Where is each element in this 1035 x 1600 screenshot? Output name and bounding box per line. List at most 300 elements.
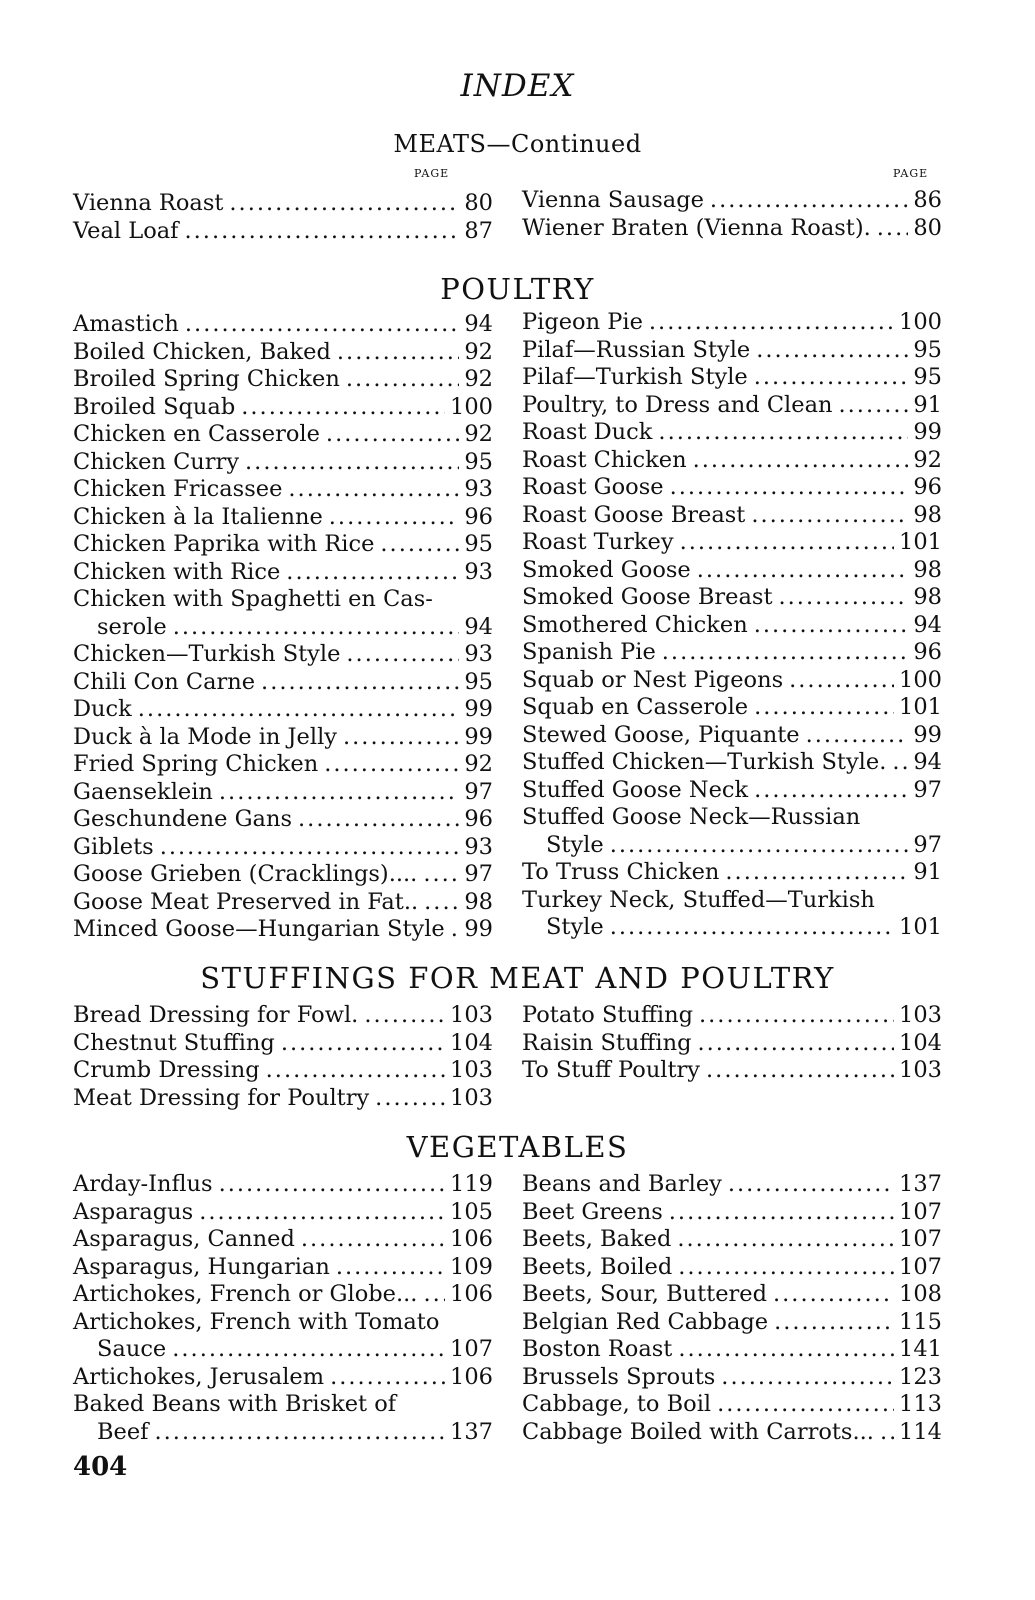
dot-leader (326, 421, 459, 449)
dot-leader (375, 1085, 445, 1113)
index-entry (522, 502, 942, 530)
index-entry (522, 1254, 942, 1282)
dot-leader (346, 366, 460, 394)
entry-name: Chicken Curry (73, 448, 240, 475)
dot-leader (721, 1364, 894, 1392)
index-entry (73, 1226, 493, 1254)
entry-page-number: 137 (450, 1418, 493, 1445)
entry-page-number: 107 (899, 1253, 942, 1280)
dot-leader (658, 419, 908, 447)
entry-name: Veal Loaf (73, 217, 179, 244)
entry-name: Wiener Braten (Vienna Roast). (522, 214, 871, 241)
dot-leader (697, 1030, 894, 1058)
entry-name: Amastich (73, 311, 179, 337)
stuffings-right-column (522, 1002, 942, 1085)
entry-page-number: 103 (899, 1057, 942, 1083)
entry-page-number: 119 (450, 1171, 493, 1197)
vegetables-right-column (522, 1171, 942, 1446)
index-entry (522, 804, 942, 832)
dot-leader (229, 190, 459, 218)
index-entry (73, 476, 493, 504)
entry-name: To Truss Chicken (522, 859, 720, 885)
index-entry (73, 559, 493, 587)
dot-leader (706, 1057, 894, 1085)
dot-leader (336, 1254, 445, 1282)
entry-page-number: 99 (464, 916, 493, 942)
index-entry (73, 696, 493, 724)
entry-name: Chicken Fricassee (73, 476, 283, 502)
dot-leader (678, 1336, 894, 1364)
entry-name: Stuffed Goose Neck (522, 776, 749, 803)
entry-page-number: 93 (464, 558, 493, 585)
index-entry (522, 215, 942, 243)
section-heading-stuffings: STUFFINGS FOR MEAT AND POULTRY (200, 961, 835, 995)
index-entry (522, 639, 942, 667)
index-entry (73, 190, 493, 218)
dot-leader (610, 914, 894, 942)
dot-leader (669, 1199, 894, 1227)
entry-page-number: 141 (899, 1336, 942, 1362)
entry-page-number: 92 (913, 446, 942, 473)
entry-page-number: 95 (913, 336, 942, 363)
index-entry (73, 1002, 493, 1030)
dot-leader (754, 694, 894, 722)
index-entry (522, 832, 942, 860)
dot-leader (670, 474, 909, 502)
index-entry (522, 392, 942, 420)
dot-leader (751, 502, 908, 530)
entry-page-number: 99 (464, 723, 493, 750)
entry-name: Squab en Casserole (522, 694, 749, 720)
entry-name: Stuffed Chicken—Turkish Style. (522, 749, 887, 775)
index-entry (73, 421, 493, 449)
page-column-label-right: PAGE (893, 167, 929, 180)
entry-name: Chestnut Stuffing (73, 1029, 275, 1056)
entry-page-number: 107 (899, 1226, 942, 1252)
index-entry (522, 187, 942, 215)
entry-page-number: 95 (913, 364, 942, 390)
index-entry (522, 1309, 942, 1337)
page-title: INDEX (460, 68, 575, 104)
entry-name: Belgian Red Cabbage (522, 1308, 769, 1335)
entry-name: Raisin Stuffing (522, 1029, 692, 1056)
entry-page-number: 80 (464, 190, 493, 216)
entry-page-number: 96 (913, 639, 942, 665)
entry-page-number: 91 (913, 859, 942, 885)
entry-name: Crumb Dressing (73, 1057, 260, 1083)
entry-page-number: 96 (913, 474, 942, 500)
entry-name: Asparagus, Hungarian (73, 1253, 330, 1280)
dot-leader (725, 859, 908, 887)
dot-leader (779, 584, 909, 612)
index-entry (73, 218, 493, 246)
section-heading-vegetables: VEGETABLES (406, 1130, 629, 1164)
index-entry (73, 531, 493, 559)
dot-leader (892, 749, 908, 777)
entry-page-number: 107 (899, 1198, 942, 1225)
index-entry (522, 667, 942, 695)
entry-name: Pilaf—Turkish Style (522, 364, 748, 390)
entry-name: Boston Roast (522, 1336, 673, 1362)
entry-name: Minced Goose—Hungarian Style (73, 916, 445, 942)
entry-name: Artichokes, French or Globe... (73, 1281, 418, 1307)
index-entry (522, 309, 942, 337)
entry-name: Sauce (97, 1336, 167, 1362)
entry-page-number: 106 (450, 1363, 493, 1390)
entry-page-number: 100 (450, 393, 493, 420)
entry-page-number: 137 (899, 1171, 942, 1197)
index-entry (522, 529, 942, 557)
entry-page-number: 91 (913, 391, 942, 418)
entry-page-number: 98 (913, 556, 942, 583)
entry-name: Roast Duck (522, 419, 653, 445)
index-entry (522, 1002, 942, 1030)
index-entry (522, 474, 942, 502)
entry-page-number: 95 (464, 668, 493, 695)
index-entry (73, 1057, 493, 1085)
entry-page-number: 94 (913, 611, 942, 638)
entry-name: Turkey Neck, Stuffed—Turkish (522, 886, 875, 913)
entry-page-number: 97 (464, 778, 493, 805)
entry-name: Style (546, 831, 604, 858)
dot-leader (261, 669, 459, 697)
dot-leader (610, 832, 909, 860)
dot-leader (329, 504, 460, 532)
entry-name: Broiled Spring Chicken (73, 366, 340, 392)
entry-name: Beets, Baked (522, 1226, 672, 1252)
dot-leader (649, 309, 894, 337)
dot-leader (754, 777, 908, 805)
index-entry (522, 337, 942, 365)
entry-page-number: 107 (450, 1336, 493, 1362)
index-entry (73, 889, 493, 917)
entry-name: Asparagus (73, 1198, 194, 1225)
index-entry (73, 1254, 493, 1282)
entry-name: Beans and Barley (522, 1171, 722, 1197)
entry-name: Potato Stuffing (522, 1002, 693, 1028)
entry-name: Roast Chicken (522, 446, 687, 473)
index-entry (522, 419, 942, 447)
index-entry (522, 1391, 942, 1419)
entry-name: Goose Grieben (Cracklings).... (73, 861, 418, 887)
entry-page-number: 98 (464, 888, 493, 915)
entry-name: Cabbage Boiled with Carrots... (522, 1418, 874, 1445)
dot-leader (662, 639, 909, 667)
index-entry (522, 777, 942, 805)
dot-leader (697, 557, 909, 585)
entry-name: Roast Goose (522, 474, 664, 500)
index-entry (73, 1171, 493, 1199)
index-entry (73, 1309, 493, 1337)
entry-name: Chili Con Carne (73, 668, 256, 695)
dot-leader (138, 696, 460, 724)
dot-leader (710, 187, 908, 215)
index-entry (522, 364, 942, 392)
entry-name: Vienna Sausage (522, 187, 704, 213)
dot-leader (677, 1226, 894, 1254)
entry-name: Brussels Sprouts (522, 1363, 716, 1390)
entry-name: Smoked Goose (522, 556, 691, 583)
entry-name: Giblets (73, 833, 154, 860)
index-entry (522, 1364, 942, 1392)
dot-leader (728, 1171, 894, 1199)
index-entry (73, 779, 493, 807)
index-entry (522, 1199, 942, 1227)
index-entry (73, 806, 493, 834)
dot-leader (773, 1281, 894, 1309)
entry-page-number: 96 (464, 503, 493, 530)
index-entry (73, 449, 493, 477)
entry-name: Arday-Influs (73, 1171, 213, 1197)
entry-page-number: 100 (899, 666, 942, 693)
entry-name: Chicken à la Italienne (73, 503, 323, 530)
dot-leader (774, 1309, 894, 1337)
dot-leader (266, 1057, 445, 1085)
dot-leader (699, 1002, 894, 1030)
dot-leader (219, 779, 459, 807)
entry-page-number: 104 (899, 1029, 942, 1056)
index-entry (522, 447, 942, 475)
entry-page-number: 100 (899, 309, 942, 335)
dot-leader (346, 641, 459, 669)
index-entry (522, 1226, 942, 1254)
entry-page-number: 114 (899, 1418, 942, 1445)
dot-leader (155, 1419, 446, 1447)
dot-leader (245, 449, 459, 477)
entry-name: Chicken with Spaghetti en Cas- (73, 586, 433, 612)
index-entry (73, 394, 493, 422)
entry-name: Beef (97, 1418, 149, 1445)
index-entry (522, 612, 942, 640)
entry-name: Meat Dressing for Poultry (73, 1084, 370, 1111)
dot-leader (693, 447, 909, 475)
entry-page-number: 97 (913, 776, 942, 803)
dot-leader (286, 559, 459, 587)
entry-name: Stuffed Goose Neck—Russian (522, 804, 861, 830)
index-entry (522, 1171, 942, 1199)
entry-name: Cabbage, to Boil (522, 1391, 712, 1417)
entry-page-number: 106 (450, 1226, 493, 1252)
index-entry (73, 751, 493, 779)
index-entry (522, 722, 942, 750)
entry-name: Pigeon Pie (522, 309, 643, 335)
entry-page-number: 80 (913, 214, 942, 241)
entry-name: Pilaf—Russian Style (522, 336, 751, 363)
entry-page-number: 95 (464, 448, 493, 475)
entry-page-number: 93 (464, 476, 493, 502)
entry-page-number: 101 (899, 914, 942, 940)
entry-page-number: 99 (913, 721, 942, 748)
dot-leader (754, 612, 909, 640)
entry-page-number: 92 (464, 338, 493, 365)
dot-leader (364, 1002, 445, 1030)
entry-page-number: 87 (464, 217, 493, 244)
entry-page-number: 106 (450, 1281, 493, 1307)
entry-page-number: 105 (450, 1198, 493, 1225)
entry-name: Bread Dressing for Fowl. (73, 1002, 359, 1028)
dot-leader (330, 1364, 445, 1392)
dot-leader (880, 1419, 894, 1447)
entry-page-number: 115 (899, 1308, 942, 1335)
entry-name: Beet Greens (522, 1198, 663, 1225)
index-entry (73, 724, 493, 752)
entry-page-number: 92 (464, 751, 493, 777)
entry-name: Chicken en Casserole (73, 421, 320, 447)
entry-page-number: 123 (899, 1363, 942, 1390)
entry-page-number: 109 (450, 1253, 493, 1280)
index-entry (73, 1336, 493, 1364)
index-entry (73, 504, 493, 532)
dot-leader (185, 218, 460, 246)
index-entry (522, 557, 942, 585)
meats-left-column (73, 190, 493, 245)
page-column-label-left: PAGE (414, 167, 450, 180)
entry-page-number: 99 (913, 419, 942, 445)
index-entry (73, 1281, 493, 1309)
index-entry (522, 1281, 942, 1309)
entry-name: Gaenseklein (73, 778, 213, 805)
entry-name: Squab or Nest Pigeons (522, 666, 784, 693)
index-entry (73, 1030, 493, 1058)
entry-page-number: 98 (913, 584, 942, 610)
dot-leader (680, 529, 894, 557)
entry-name: Beets, Boiled (522, 1253, 673, 1280)
entry-page-number: 104 (450, 1029, 493, 1056)
index-entry (73, 339, 493, 367)
entry-page-number: 97 (913, 831, 942, 858)
index-entry (73, 366, 493, 394)
poultry-left-column (73, 311, 493, 944)
index-entry (73, 641, 493, 669)
entry-page-number: 103 (450, 1002, 493, 1028)
entry-page-number: 103 (899, 1002, 942, 1028)
entry-name: Smothered Chicken (522, 611, 748, 638)
entry-page-number: 94 (913, 749, 942, 775)
index-entry (522, 914, 942, 942)
entry-page-number: 98 (913, 501, 942, 528)
dot-leader (241, 394, 445, 422)
dot-leader (424, 889, 459, 917)
dot-leader (199, 1199, 445, 1227)
entry-name: Duck (73, 696, 132, 722)
entry-name: Style (546, 914, 604, 940)
vegetables-left-column (73, 1171, 493, 1446)
entry-page-number: 86 (913, 187, 942, 213)
dot-leader (789, 667, 894, 695)
index-entry (522, 1336, 942, 1364)
entry-name: Geschundene Gans (73, 806, 293, 832)
dot-leader (219, 1171, 445, 1199)
entry-name: Duck à la Mode in Jelly (73, 723, 337, 750)
entry-name: Chicken with Rice (73, 558, 281, 585)
entry-name: Stewed Goose, Piquante (522, 721, 800, 748)
index-entry (73, 614, 493, 642)
entry-name: Artichokes, French with Tomato (73, 1308, 440, 1335)
index-entry (73, 311, 493, 339)
dot-leader (380, 531, 459, 559)
dot-leader (877, 215, 909, 243)
entry-name: Asparagus, Canned (73, 1226, 295, 1252)
entry-name: Fried Spring Chicken (73, 751, 319, 777)
index-entry (73, 586, 493, 614)
dot-leader (754, 364, 909, 392)
dot-leader (423, 1281, 445, 1309)
index-entry (73, 1085, 493, 1113)
entry-name: Vienna Roast (73, 190, 224, 216)
entry-page-number: 92 (464, 366, 493, 392)
entry-name: Poultry, to Dress and Clean (522, 391, 833, 418)
dot-leader (806, 722, 909, 750)
index-entry (522, 584, 942, 612)
index-entry (73, 669, 493, 697)
index-entry (73, 916, 493, 944)
stuffings-left-column (73, 1002, 493, 1112)
dot-leader (324, 751, 459, 779)
meats-right-column (522, 187, 942, 242)
dot-leader (172, 1336, 445, 1364)
entry-name: Artichokes, Jerusalem (73, 1363, 325, 1390)
index-entry (522, 887, 942, 915)
dot-leader (678, 1254, 894, 1282)
dot-leader (756, 337, 908, 365)
index-entry (73, 861, 493, 889)
entry-page-number: 103 (450, 1057, 493, 1083)
index-entry (73, 834, 493, 862)
index-entry (522, 749, 942, 777)
dot-leader (343, 724, 459, 752)
index-entry (522, 1057, 942, 1085)
dot-leader (185, 311, 459, 339)
index-entry (73, 1419, 493, 1447)
dot-leader (298, 806, 459, 834)
entry-name: Spanish Pie (522, 639, 656, 665)
dot-leader (288, 476, 459, 504)
dot-leader (451, 916, 460, 944)
dot-leader (423, 861, 459, 889)
entry-page-number: 103 (450, 1084, 493, 1111)
entry-name: Beets, Sour, Buttered (522, 1281, 767, 1307)
entry-name: Roast Goose Breast (522, 501, 746, 528)
entry-page-number: 108 (899, 1281, 942, 1307)
entry-name: Boiled Chicken, Baked (73, 338, 331, 365)
poultry-right-column (522, 309, 942, 942)
entry-page-number: 93 (464, 833, 493, 860)
dot-leader (173, 614, 460, 642)
entry-page-number: 93 (464, 641, 493, 667)
dot-leader (281, 1030, 445, 1058)
entry-page-number: 99 (464, 696, 493, 722)
entry-page-number: 95 (464, 531, 493, 557)
dot-leader (838, 392, 908, 420)
section-heading-poultry: POULTRY (440, 272, 595, 306)
entry-page-number: 94 (464, 613, 493, 640)
entry-page-number: 101 (899, 694, 942, 720)
dot-leader (717, 1391, 894, 1419)
dot-leader (301, 1226, 445, 1254)
entry-page-number: 101 (899, 529, 942, 555)
index-entry (73, 1199, 493, 1227)
entry-name: Broiled Squab (73, 393, 236, 420)
index-entry (73, 1364, 493, 1392)
dot-leader (337, 339, 459, 367)
entry-page-number: 92 (464, 421, 493, 447)
entry-page-number: 113 (899, 1391, 942, 1417)
page-number: 404 (73, 1452, 128, 1482)
entry-page-number: 97 (464, 861, 493, 887)
entry-name: Roast Turkey (522, 529, 674, 555)
dot-leader (160, 834, 460, 862)
entry-name: Smoked Goose Breast (522, 584, 773, 610)
